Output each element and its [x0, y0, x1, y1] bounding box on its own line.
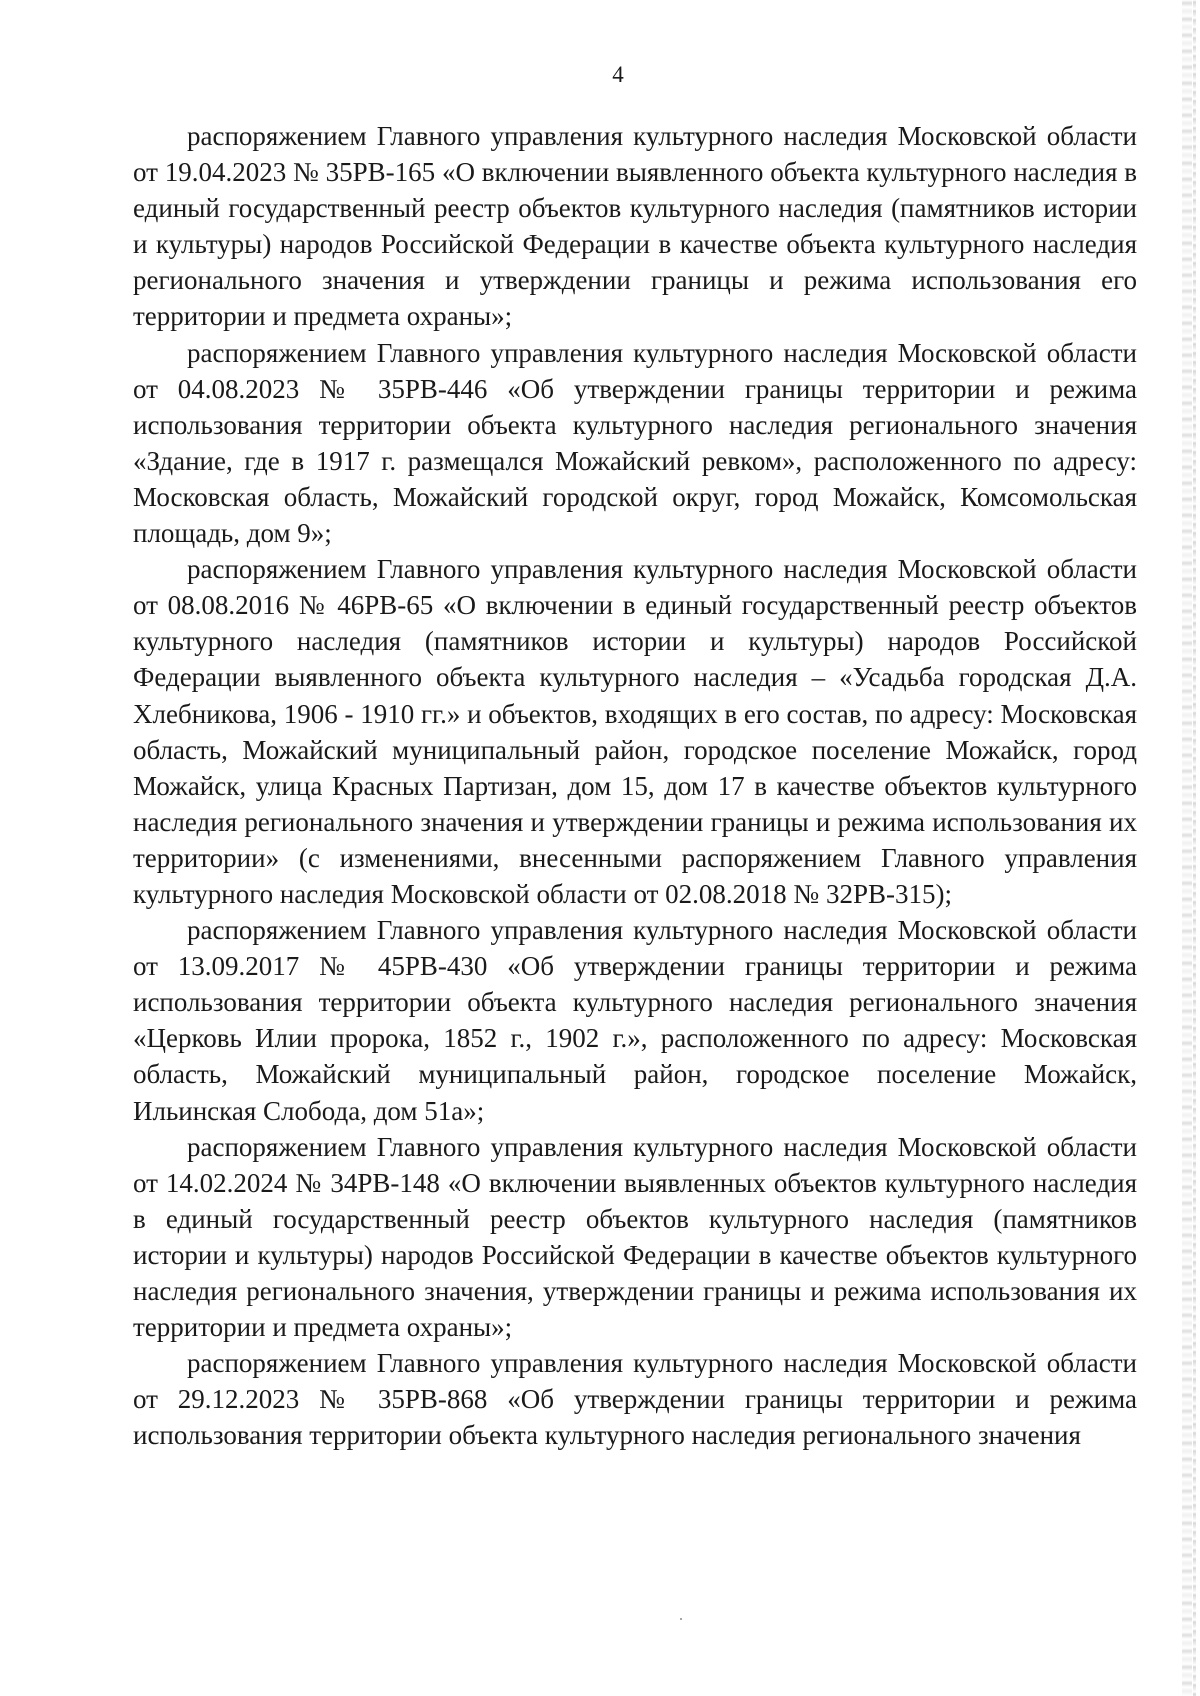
document-body — [133, 118, 1137, 1453]
paragraph: распоряжением Главного управления культурного наследия Московской области от 08.08.2016 № 46РВ-65 «О включении в единый государственный реестр объектов культурного наследия (памятников истории и культуры) народов Российской Федерации выявленного объекта культурного наследия – «Усадьба городская Д.А. Хлебникова, 1906 - 1910 гг.» и объектов, входящих в его состав, по адресу: Московская область, Можайский муниципальный район, городское поселение Можайск, город Можайск, улица Красных Партизан, дом 15, дом 17 в качестве объектов культурного наследия регионального значения и утверждении границы и режима использования их территории» (с изменениями, внесенными распоряжением Главного управления культурного наследия Московской области от 02.08.2018 № 32РВ-315); — [133, 554, 1137, 909]
paragraph: распоряжением Главного управления культурного наследия Московской области от 04.08.2023 № 35РВ-446 «Об утверждении границы территории и режима использования территории объекта культурного наследия регионального значения «Здание, где в 1917 г. размещался Можайский ревком», расположенного по адресу: Московская область, Можайский городской округ, город Можайск, Комсомольская площадь, дом 9»; — [133, 337, 1137, 549]
paragraph: распоряжением Главного управления культурного наследия Московской области от 19.04.2023 № 35РВ-165 «О включении выявленного объекта культурного наследия в единый государственный реестр объектов культурного наследия (памятников истории и культуры) народов Российской Федерации в качестве объекта культурного наследия регионального значения и утверждении границы и режима использования его территории и предмета охраны»; — [133, 121, 1137, 332]
paragraph: распоряжением Главного управления культурного наследия Московской области от 13.09.2017 № 45РВ-430 «Об утверждении границы территории и режима использования территории объекта культурного наследия регионального значения «Церковь Илии пророка, 1852 г., 1902 г.», расположенного по адресу: Московская область, Можайский муниципальный район, городское поселение Можайск, Ильинская Слобода, дом 51а»; — [133, 915, 1137, 1126]
scan-edge-artifact — [1193, 0, 1196, 1696]
paragraph: распоряжением Главного управления культурного наследия Московской области от 14.02.2024 № 34РВ-148 «О включении выявленных объектов культурного наследия в единый государственный реестр объектов культурного наследия (памятников истории и культуры) народов Российской Федерации в качестве объектов культурного наследия регионального значения, утверждении границы и режима использования их территории и предмета охраны»; — [133, 1131, 1137, 1343]
paragraph: распоряжением Главного управления культурного наследия Московской области от 29.12.2023 № 35РВ-868 «Об утверждении границы территории и режима использования территории объекта культурного наследия регионального значения — [133, 1348, 1137, 1451]
scan-edge-artifact — [1182, 0, 1192, 1696]
page-number: 4 — [612, 62, 624, 87]
scan-speck — [680, 1618, 682, 1620]
